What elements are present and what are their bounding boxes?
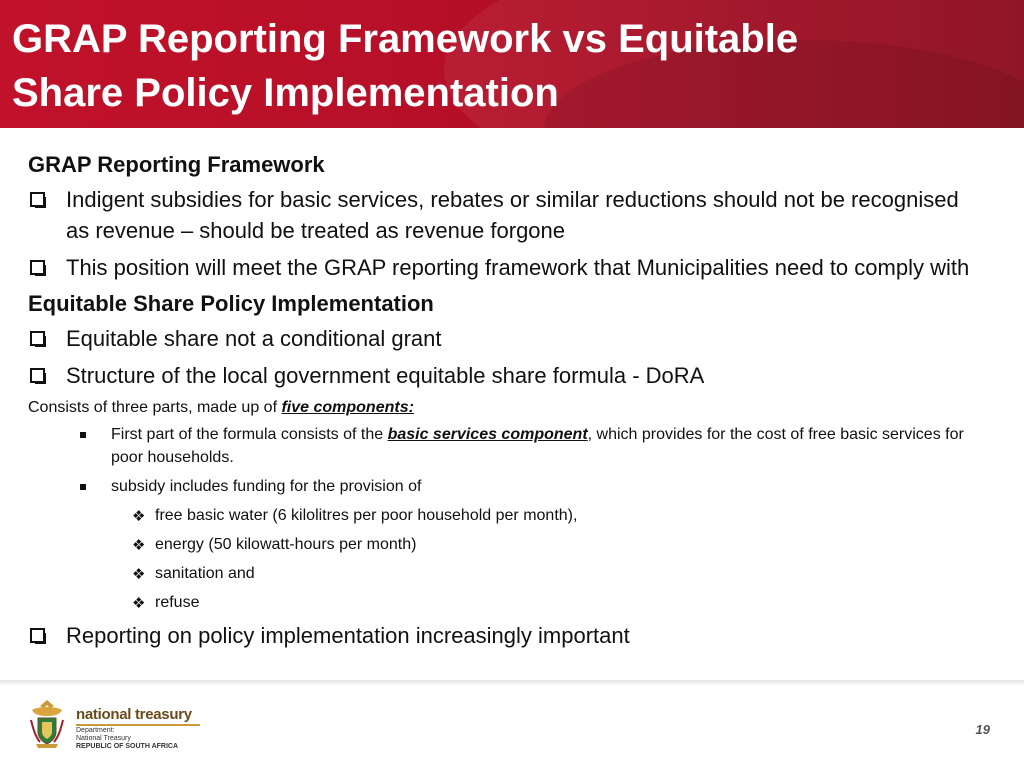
sub-bullet-subsidy: [28, 475, 988, 498]
checkbox-bullet-icon: [30, 260, 45, 275]
sub-sub-bullet-refuse: [28, 591, 988, 614]
sub-bullet-text: First part of the formula consists of the: [111, 426, 388, 443]
sub-sub-bullet-energy: [28, 533, 988, 556]
sub-sub-bullet-text: energy (50 kilowatt-hours per month): [155, 536, 417, 553]
sub-bullet-text-end: , which provides for the cost of free basic services for poor households.: [111, 426, 964, 466]
checkbox-bullet-icon: [30, 331, 45, 346]
diamond-bullet-icon: ❖: [132, 536, 146, 554]
coat-of-arms-icon: [28, 698, 66, 750]
bullet-text: This position will meet the GRAP reporting framework that Municipalities need to comply with: [66, 255, 970, 280]
sub-sub-bullet-sanitation: [28, 562, 988, 585]
title-banner: [0, 0, 1024, 128]
square-bullet-icon: [80, 432, 86, 438]
diamond-bullet-icon: ❖: [132, 594, 146, 612]
checkbox-bullet-icon: [30, 368, 45, 383]
footer-divider: [0, 680, 1024, 686]
sub-sub-bullet-text: refuse: [155, 594, 200, 611]
sub-sub-bullet-text: free basic water (6 kilolitres per poor household per month),: [155, 507, 578, 524]
bullet-grap-position: [28, 252, 988, 283]
sub-bullet-basic-services: [28, 423, 988, 469]
slide-title-line-2: Share Policy Implementation: [12, 71, 559, 115]
checkbox-bullet-icon: [30, 628, 45, 643]
bullet-not-conditional: [28, 323, 988, 354]
logo-dept: Department:: [76, 727, 115, 734]
national-treasury-logo: [28, 698, 208, 754]
logo-name: National Treasury: [76, 735, 131, 742]
consists-of-three-parts: [28, 397, 988, 419]
bullet-text: Reporting on policy implementation increasingly important: [66, 623, 630, 648]
slide-title: [12, 12, 1012, 120]
consists-emphasis: five components:: [281, 399, 414, 416]
square-bullet-icon: [80, 484, 86, 490]
logo-subtitle: [76, 727, 178, 751]
logo-rule: [76, 724, 200, 726]
bullet-reporting-importance: [28, 620, 988, 651]
consists-text: Consists of three parts, made up of: [28, 399, 282, 416]
sub-sub-bullet-water: [28, 504, 988, 527]
checkbox-bullet-icon: [30, 192, 45, 207]
bullet-text: Structure of the local government equitable share formula - DoRA: [66, 363, 705, 388]
basic-services-emphasis: basic services component: [387, 426, 588, 443]
bullet-indigent-subsidies: [28, 184, 988, 246]
page-number: 19: [975, 722, 990, 737]
slide-body: [28, 150, 988, 657]
logo-country: REPUBLIC OF SOUTH AFRICA: [76, 743, 179, 750]
diamond-bullet-icon: ❖: [132, 507, 146, 525]
sub-sub-bullet-text: sanitation and: [155, 565, 255, 582]
section-heading-grap: GRAP Reporting Framework: [28, 152, 325, 177]
slide-title-line-1: GRAP Reporting Framework vs Equitable: [12, 17, 799, 61]
diamond-bullet-icon: ❖: [132, 565, 146, 583]
bullet-text: Indigent subsidies for basic services, rebates or similar reductions should not be recognised as revenue – should be treated as revenue forgone: [66, 187, 959, 243]
bullet-text: Equitable share not a conditional grant: [66, 326, 442, 351]
bullet-formula-structure: [28, 360, 988, 391]
section-heading-equitable-share: Equitable Share Policy Implementation: [28, 291, 434, 316]
logo-title: national treasury: [76, 706, 192, 723]
sub-bullet-text: subsidy includes funding for the provision of: [111, 478, 422, 495]
